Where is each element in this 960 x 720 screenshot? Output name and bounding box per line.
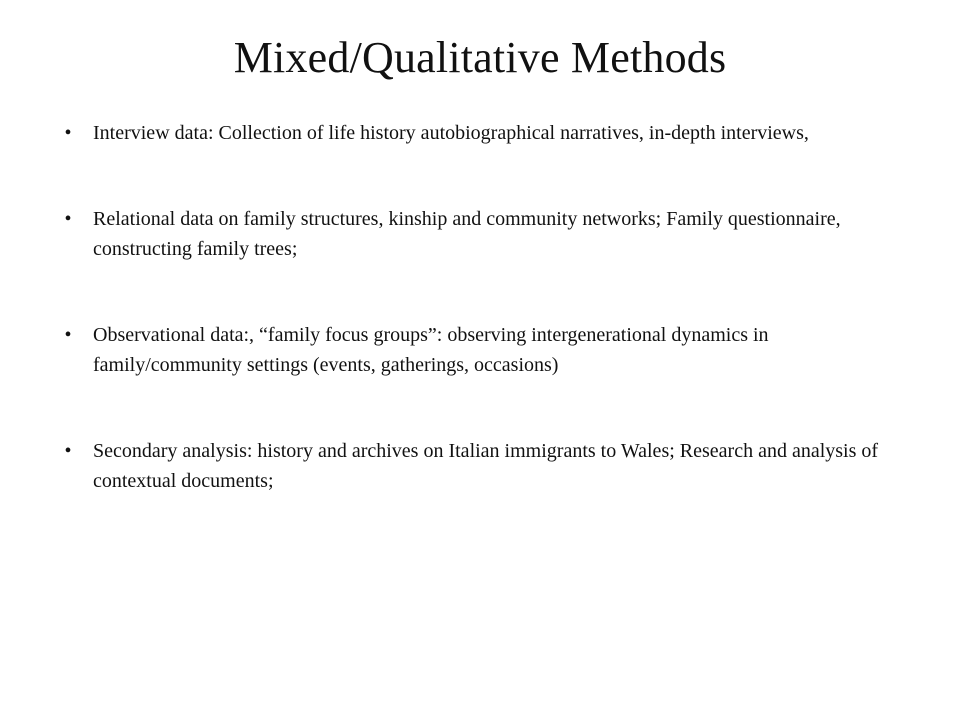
bullet-dot-icon: • — [64, 440, 72, 462]
bullet-item-secondary-analysis — [58, 436, 920, 496]
bullet-text: Relational data on family structures, kinship and community networks; Family questionnaire, constructing family trees; — [93, 208, 841, 260]
bullet-dot-icon: • — [64, 122, 72, 144]
bullet-text: Secondary analysis: history and archives on Italian immigrants to Wales; Research and analysis of contextual documents; — [93, 440, 879, 492]
bullet-item-relational-data — [58, 204, 920, 264]
bullet-text: Interview data: Collection of life history autobiographical narratives, in-depth interviews, — [93, 122, 809, 144]
bullet-item-observational-data — [58, 320, 920, 380]
bullet-item-interview-data — [58, 118, 920, 148]
bullet-list — [58, 118, 920, 552]
slide-title: Mixed/Qualitative Methods — [233, 33, 727, 82]
bullet-dot-icon: • — [64, 208, 72, 230]
bullet-dot-icon: • — [64, 324, 72, 346]
bullet-text: Observational data:, “family focus groups”: observing intergenerational dynamics in family/community settings (events, gatherings, occasions) — [93, 324, 769, 376]
